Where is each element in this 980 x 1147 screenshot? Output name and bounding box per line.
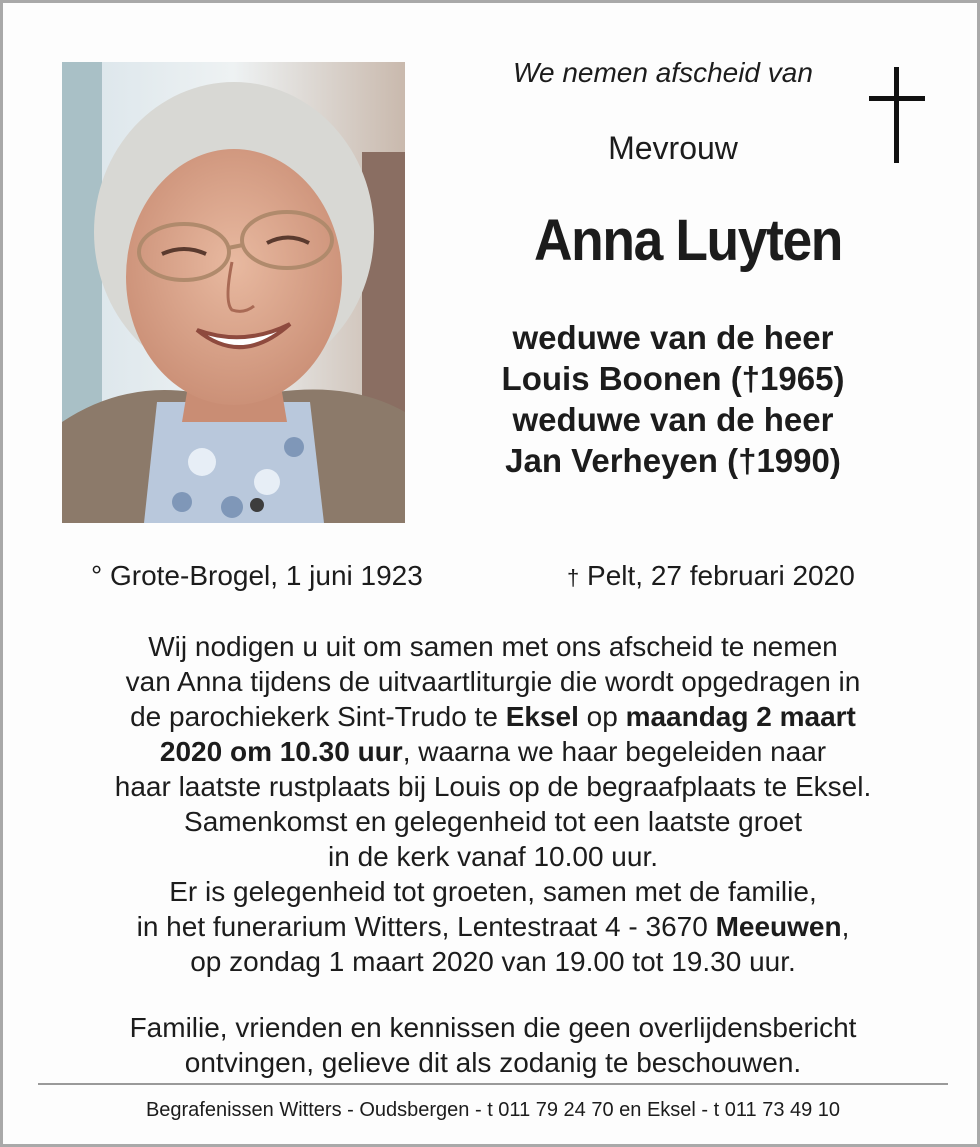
ceremony-date: maandag 2 maart — [625, 701, 856, 732]
honorific: Mevrouw — [608, 130, 738, 166]
cross-icon — [869, 67, 925, 163]
ceremony-line: haar laatste rustplaats bij Louis op de begraafplaats te Eksel. — [114, 771, 872, 802]
spouse-line: Jan Verheyen (†1990) — [505, 442, 841, 479]
ceremony-text: de parochiekerk Sint-Trudo te — [130, 701, 506, 732]
closing-line: Familie, vrienden en kennissen die geen overlijdensbericht — [129, 1012, 857, 1043]
ceremony-text: in het funerarium Witters, Lentestraat 4 - 3670 — [136, 911, 716, 942]
death-text: Pelt, 27 februari 2020 — [579, 560, 855, 591]
spouse-line: Louis Boonen (†1965) — [501, 360, 845, 397]
dagger-icon: † — [567, 565, 580, 590]
church-location: Eksel — [505, 701, 579, 732]
portrait-photo — [62, 62, 405, 523]
death-info — [567, 560, 855, 592]
footer-divider — [38, 1083, 948, 1085]
ceremony-line: op zondag 1 maart 2020 van 19.00 tot 19.30 uur. — [190, 946, 796, 977]
closing-note — [33, 1010, 953, 1080]
ceremony-details — [33, 629, 953, 979]
birth-info: ° Grote-Brogel, 1 juni 1923 — [91, 560, 423, 591]
ceremony-line: van Anna tijdens de uitvaartliturgie die wordt opgedragen in — [125, 666, 861, 697]
ceremony-line: in de kerk vanaf 10.00 uur. — [328, 841, 658, 872]
spouse-list — [443, 317, 903, 481]
deceased-name: Anna Luyten — [534, 208, 842, 273]
spouse-line: weduwe van de heer — [512, 401, 834, 438]
funerarium-location: Meeuwen — [715, 911, 842, 942]
intro-text: We nemen afscheid van — [513, 57, 813, 88]
ceremony-text: , — [841, 911, 850, 942]
ceremony-text: op — [578, 701, 626, 732]
ceremony-line — [33, 909, 953, 944]
funeral-home-footer: Begrafenissen Witters - Oudsbergen - t 011 79 24 70 en Eksel - t 011 73 49 10 — [145, 1099, 841, 1121]
closing-line: ontvingen, gelieve dit als zodanig te beschouwen. — [184, 1047, 802, 1078]
ceremony-text: , waarna we haar begeleiden naar — [402, 736, 827, 767]
ceremony-line: Wij nodigen u uit om samen met ons afscheid te nemen — [148, 631, 838, 662]
ceremony-line: Er is gelegenheid tot groeten, samen met de familie, — [169, 876, 817, 907]
ceremony-line — [33, 699, 953, 734]
ceremony-line: Samenkomst en gelegenheid tot een laatste groet — [184, 806, 802, 837]
spouse-line: weduwe van de heer — [512, 319, 834, 356]
ceremony-line — [33, 734, 953, 769]
ceremony-time: 2020 om 10.30 uur — [159, 736, 403, 767]
